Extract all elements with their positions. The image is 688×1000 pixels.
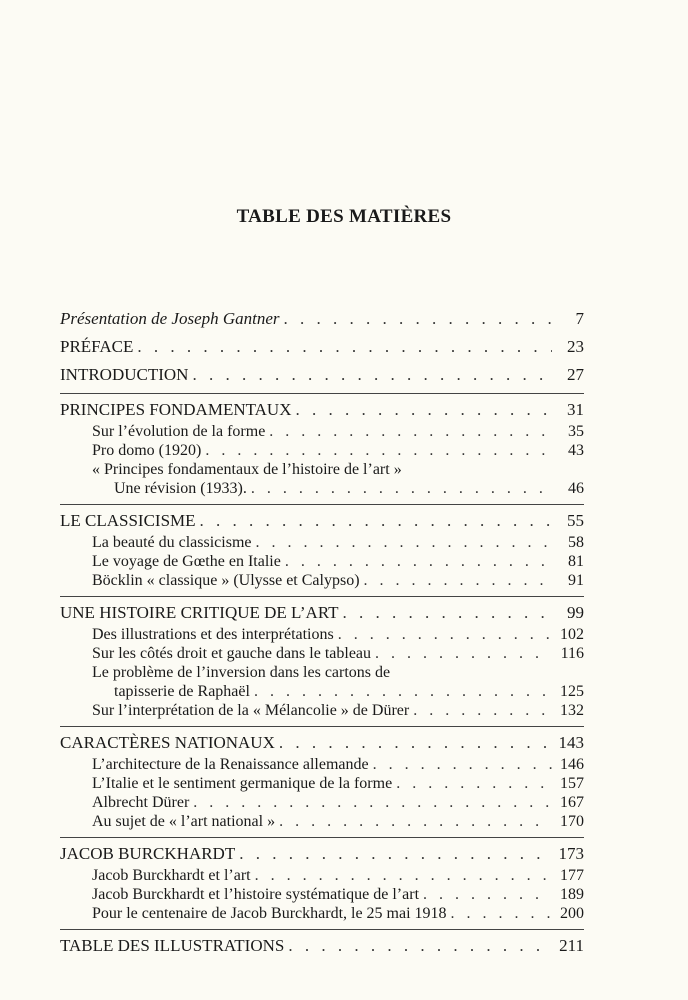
toc-section-heading xyxy=(60,841,584,866)
toc-subentry xyxy=(60,866,584,885)
toc-entry-label: Le problème de l’inversion dans les cartons de xyxy=(92,664,391,681)
toc-entry-page: 173 xyxy=(558,844,584,863)
dot-leader xyxy=(423,885,552,904)
toc-entry-page: 102 xyxy=(560,626,584,643)
toc-group-illustrations xyxy=(60,929,584,958)
toc-entry-label: JACOB BURCKHARDT xyxy=(60,844,236,863)
toc-section-heading xyxy=(60,730,584,755)
dot-leader xyxy=(375,644,552,663)
toc-entry-label: Böcklin « classique » (Ulysse et Calypso) xyxy=(92,572,360,589)
dot-leader xyxy=(193,793,552,812)
dot-leader xyxy=(343,600,552,625)
dot-leader xyxy=(256,533,553,552)
toc-subentry xyxy=(60,571,584,590)
toc-entry-page: 81 xyxy=(568,553,584,570)
dot-leader xyxy=(295,397,552,422)
toc-entry-page: 43 xyxy=(568,442,584,459)
dot-leader xyxy=(364,571,552,590)
toc-entry-page: 27 xyxy=(567,365,584,384)
toc-entry-page: 55 xyxy=(567,511,584,530)
toc-subentry xyxy=(60,682,584,701)
toc-entry-label: Pour le centenaire de Jacob Burckhardt, le 25 mai 1918 xyxy=(92,905,447,922)
toc-group-intro xyxy=(60,306,584,387)
dot-leader xyxy=(192,362,552,387)
toc-entry-page: 132 xyxy=(560,702,584,719)
dot-leader xyxy=(251,479,552,498)
dot-leader xyxy=(279,730,552,755)
toc-entry-label: Jacob Burckhardt et l’art xyxy=(92,867,251,884)
toc-entry-page: 91 xyxy=(568,572,584,589)
toc-entry-page: 167 xyxy=(560,794,584,811)
toc-entry-label: PRINCIPES FONDAMENTAUX xyxy=(60,400,292,419)
toc-subentry xyxy=(60,812,584,831)
toc-entry-label: Sur l’interprétation de la « Mélancolie » de Dürer xyxy=(92,702,410,719)
toc-subentry xyxy=(60,793,584,812)
toc-entry-page: 143 xyxy=(558,733,584,752)
toc-subentry xyxy=(60,533,584,552)
toc-group-histoire xyxy=(60,596,584,720)
toc-entry-label: Sur l’évolution de la forme xyxy=(92,423,266,440)
toc-subentry xyxy=(60,479,584,498)
toc-group-caracteres xyxy=(60,726,584,831)
toc-entry-page: 200 xyxy=(560,905,584,922)
toc-entry-label: Une révision (1933). xyxy=(114,480,247,497)
toc-entry-label: INTRODUCTION xyxy=(60,365,189,384)
toc-entry-preface xyxy=(60,334,584,359)
toc-entry-label: Albrecht Dürer xyxy=(92,794,190,811)
dot-leader xyxy=(396,774,552,793)
toc-entry-label: Des illustrations et des interprétations xyxy=(92,626,334,643)
toc-entry-page: 116 xyxy=(560,645,584,662)
toc-entry-label: tapisserie de Raphaël xyxy=(114,683,250,700)
toc-entry-page: 146 xyxy=(560,756,584,773)
toc-entry-label: CARACTÈRES NATIONAUX xyxy=(60,733,275,752)
dot-leader xyxy=(200,508,552,533)
table-of-contents xyxy=(60,306,584,958)
toc-entry-label: Présentation de Joseph Gantner xyxy=(60,309,280,328)
page-title: TABLE DES MATIÈRES xyxy=(236,206,452,227)
dot-leader xyxy=(373,755,552,774)
dot-leader xyxy=(413,701,552,720)
dot-leader xyxy=(288,933,552,958)
toc-section-heading xyxy=(60,600,584,625)
dot-leader xyxy=(137,334,552,359)
toc-entry-label: LE CLASSICISME xyxy=(60,511,196,530)
toc-group-burckhardt xyxy=(60,837,584,923)
toc-section-heading xyxy=(60,508,584,533)
toc-entry-label: Le voyage de Gœthe en Italie xyxy=(92,553,281,570)
toc-entry-label: La beauté du classicisme xyxy=(92,534,252,551)
toc-entry-page: 170 xyxy=(560,813,584,830)
toc-entry-label: Sur les côtés droit et gauche dans le tableau xyxy=(92,645,372,662)
toc-entry-page: 7 xyxy=(575,309,584,328)
toc-entry-label: Jacob Burckhardt et l’histoire systématique de l’art xyxy=(92,886,420,903)
toc-subentry xyxy=(60,552,584,571)
toc-entry-label: Pro domo (1920) xyxy=(92,442,202,459)
toc-entry-page: 31 xyxy=(567,400,584,419)
toc-entry-label: L’architecture de la Renaissance allemande xyxy=(92,756,369,773)
toc-entry-label: Au sujet de « l’art national » xyxy=(92,813,276,830)
toc-subentry xyxy=(60,755,584,774)
toc-entry-illustrations xyxy=(60,933,584,958)
toc-subentry xyxy=(60,701,584,720)
dot-leader xyxy=(254,682,552,701)
toc-entry-presentation xyxy=(60,306,584,331)
dot-leader xyxy=(279,812,552,831)
dot-leader xyxy=(269,422,552,441)
dot-leader xyxy=(205,441,552,460)
toc-entry-introduction xyxy=(60,362,584,387)
toc-entry-page: 46 xyxy=(568,480,584,497)
dot-leader xyxy=(239,841,552,866)
toc-entry-label: PRÉFACE xyxy=(60,337,134,356)
toc-section-heading xyxy=(60,397,584,422)
toc-entry-page: 23 xyxy=(567,337,584,356)
toc-subentry xyxy=(60,663,584,682)
dot-leader xyxy=(451,904,552,923)
toc-group-principes xyxy=(60,393,584,498)
toc-entry-page: 157 xyxy=(560,775,584,792)
toc-group-classicisme xyxy=(60,504,584,590)
toc-entry-page: 189 xyxy=(560,886,584,903)
toc-entry-page: 35 xyxy=(568,423,584,440)
dot-leader xyxy=(285,552,552,571)
toc-entry-label: L’Italie et le sentiment germanique de la forme xyxy=(92,775,393,792)
toc-entry-label: UNE HISTOIRE CRITIQUE DE L’ART xyxy=(60,603,339,622)
toc-subentry xyxy=(60,904,584,923)
toc-entry-label: TABLE DES ILLUSTRATIONS xyxy=(60,936,285,955)
toc-subentry xyxy=(60,885,584,904)
toc-subentry xyxy=(60,774,584,793)
toc-subentry xyxy=(60,644,584,663)
toc-subentry xyxy=(60,422,584,441)
toc-subentry xyxy=(60,625,584,644)
toc-subentry xyxy=(60,441,584,460)
dot-leader xyxy=(255,866,552,885)
toc-entry-page: 211 xyxy=(559,936,584,955)
toc-subentry xyxy=(60,460,584,479)
toc-entry-page: 125 xyxy=(560,683,584,700)
toc-entry-page: 99 xyxy=(567,603,584,622)
toc-entry-page: 58 xyxy=(568,534,584,551)
dot-leader xyxy=(338,625,552,644)
dot-leader xyxy=(284,306,552,331)
toc-entry-page: 177 xyxy=(560,867,584,884)
toc-entry-label: « Principes fondamentaux de l’histoire de l’art » xyxy=(92,461,402,478)
